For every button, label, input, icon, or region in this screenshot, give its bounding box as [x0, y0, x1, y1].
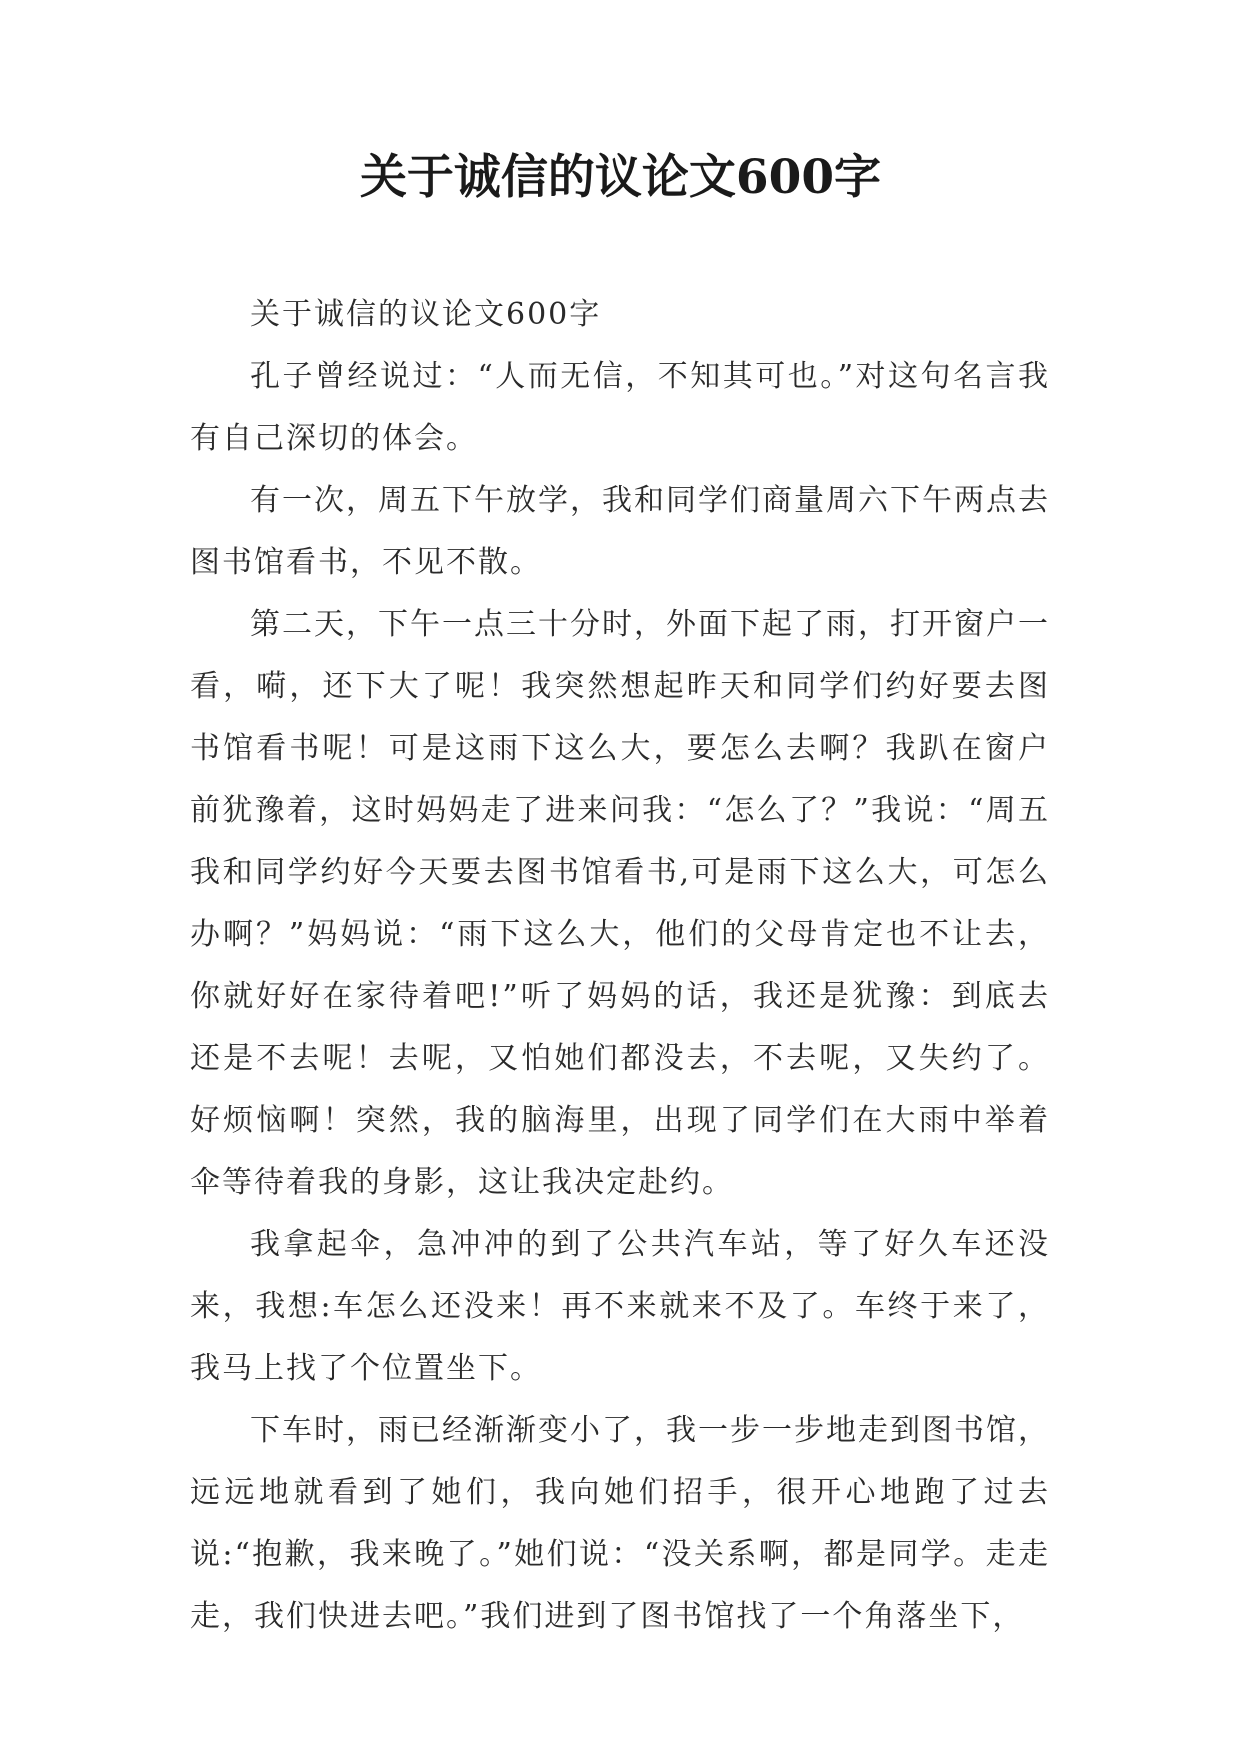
paragraph: 我拿起伞，急冲冲的到了公共汽车站，等了好久车还没来，我想:车怎么还没来！再不来就来不及了。车终于来了，我马上找了个位置坐下。 [190, 1227, 1050, 1386]
paragraph: 第二天，下午一点三十分时，外面下起了雨，打开窗户一看，嗬，还下大了呢！我突然想起昨天和同学们约好要去图书馆看书呢！可是这雨下这么大，要怎么去啊？我趴在窗户前犹豫着，这时妈妈走了进来问我：“怎么了？”我说：“周五我和同学约好今天要去图书馆看书,可是雨下这么大，可怎么办啊？”妈妈说：“雨下这么大，他们的父母肯定也不让去，你就好好在家待着吧!”听了妈妈的话，我还是犹豫：到底去还是不去呢！去呢，又怕她们都没去，不去呢，又失约了。好烦恼啊！突然，我的脑海里，出现了同学们在大雨中举着伞等待着我的身影，这让我决定赴约。 [190, 607, 1050, 1200]
document-body [190, 284, 1050, 1648]
paragraph: 下车时，雨已经渐渐变小了，我一步一步地走到图书馆，远远地就看到了她们，我向她们招手，很开心地跑了过去说:“抱歉，我来晚了。”她们说：“没关系啊，都是同学。走走走，我们快进去吧。”我们进到了图书馆找了一个角落坐下， [190, 1413, 1050, 1634]
paragraph: 孔子曾经说过：“人而无信，不知其可也。”对这句名言我有自己深切的体会。 [190, 359, 1050, 456]
document-title: 关于诚信的议论文600字 [359, 150, 882, 205]
paragraph: 关于诚信的议论文600字 [250, 297, 602, 332]
paragraph: 有一次，周五下午放学，我和同学们商量周六下午两点去图书馆看书，不见不散。 [190, 483, 1050, 580]
